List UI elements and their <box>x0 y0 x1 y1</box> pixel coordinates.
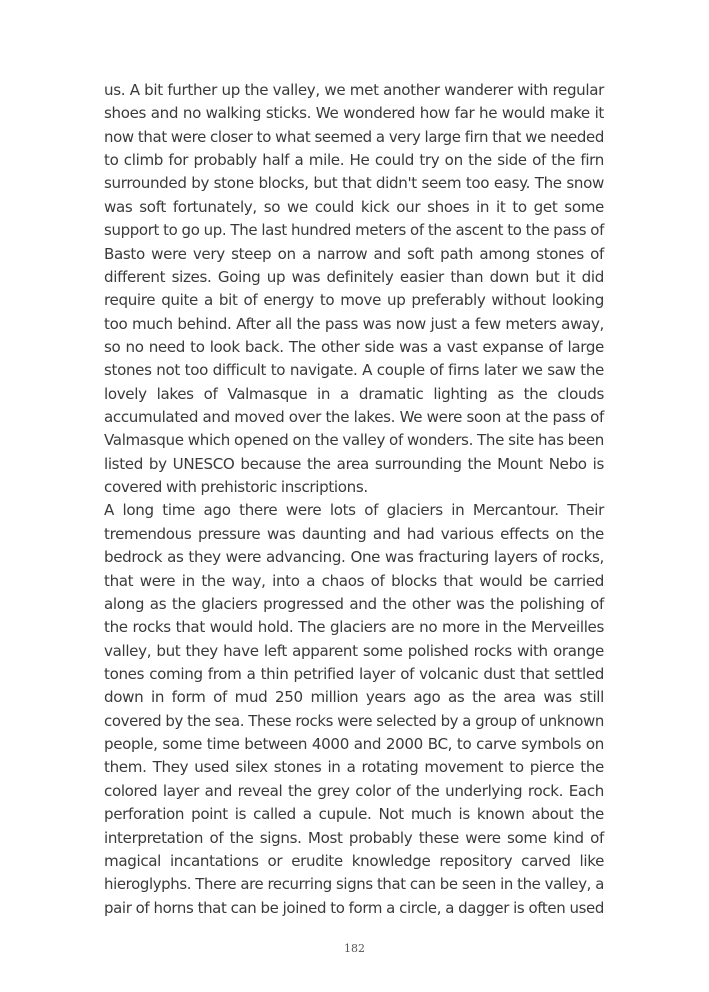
text-line: stones not too difficult to navigate. A couple of firns later we saw the <box>104 361 604 380</box>
page-number: 182 <box>344 942 365 955</box>
text-line: tones coming from a thin petrified layer of volcanic dust that settled <box>104 664 604 683</box>
text-line: interpretation of the signs. Most probably these were some kind of <box>104 828 604 847</box>
text-line: tremendous pressure was daunting and had various effects on the <box>104 524 604 543</box>
text-line: valley, but they have left apparent some polished rocks with orange <box>104 641 604 660</box>
text-line: that were in the way, into a chaos of blocks that would be carried <box>104 571 604 590</box>
text-line: different sizes. Going up was definitely easier than down but it did <box>104 267 604 286</box>
text-line: the rocks that would hold. The glaciers are no more in the Merveilles <box>104 618 604 637</box>
text-line: covered by the sea. These rocks were selected by a group of unknown <box>104 711 604 730</box>
text-line: us. A bit further up the valley, we met another wanderer with regular <box>104 81 604 99</box>
text-line: people, some time between 4000 and 2000 BC, to carve symbols on <box>104 735 604 754</box>
text-line: pair of horns that can be joined to form a circle, a dagger is often used <box>104 898 604 917</box>
text-line: perforation point is called a cupule. Not much is known about the <box>104 805 604 824</box>
text-line: now that were closer to what seemed a very large firn that we needed <box>104 127 604 146</box>
text-line: to climb for probably half a mile. He could try on the side of the firn <box>104 151 604 170</box>
text-line: A long time ago there were lots of glaciers in Mercantour. Their <box>104 501 604 520</box>
text-line: lovely lakes of Valmasque in a dramatic lighting as the clouds <box>104 384 604 403</box>
text-line: colored layer and reveal the grey color of the underlying rock. Each <box>104 781 604 800</box>
text-line: too much behind. After all the pass was now just a few meters away, <box>104 314 604 333</box>
text-line: them. They used silex stones in a rotating movement to pierce the <box>104 758 604 777</box>
text-line: bedrock as they were advancing. One was fracturing layers of rocks, <box>104 548 604 567</box>
body-text <box>104 79 604 920</box>
text-line: Basto were very steep on a narrow and soft path among stones of <box>104 244 604 263</box>
text-line: along as the glaciers progressed and the other was the polishing of <box>104 594 604 613</box>
text-line: support to go up. The last hundred meters of the ascent to the pass of <box>104 221 604 240</box>
text-line: hieroglyphs. There are recurring signs that can be seen in the valley, a <box>104 875 604 894</box>
text-line: listed by UNESCO because the area surrounding the Mount Nebo is <box>104 454 604 473</box>
paragraph-2 <box>104 499 604 919</box>
text-line: surrounded by stone blocks, but that didn't seem too easy. The snow <box>104 174 604 193</box>
text-line: require quite a bit of energy to move up preferably without looking <box>104 291 604 310</box>
text-line: shoes and no walking sticks. We wondered how far he would make it <box>104 104 604 123</box>
text-line: covered with prehistoric inscriptions. <box>104 478 368 497</box>
text-line: down in form of mud 250 million years ago as the area was still <box>104 688 604 707</box>
text-line: was soft fortunately, so we could kick our shoes in it to get some <box>104 197 604 216</box>
text-line: so no need to look back. The other side was a vast expanse of large <box>104 337 604 356</box>
text-line: Valmasque which opened on the valley of wonders. The site has been <box>104 431 604 450</box>
paragraph-1 <box>104 79 604 499</box>
text-line: accumulated and moved over the lakes. We were soon at the pass of <box>104 408 604 427</box>
text-line: magical incantations or erudite knowledge repository carved like <box>104 851 604 870</box>
